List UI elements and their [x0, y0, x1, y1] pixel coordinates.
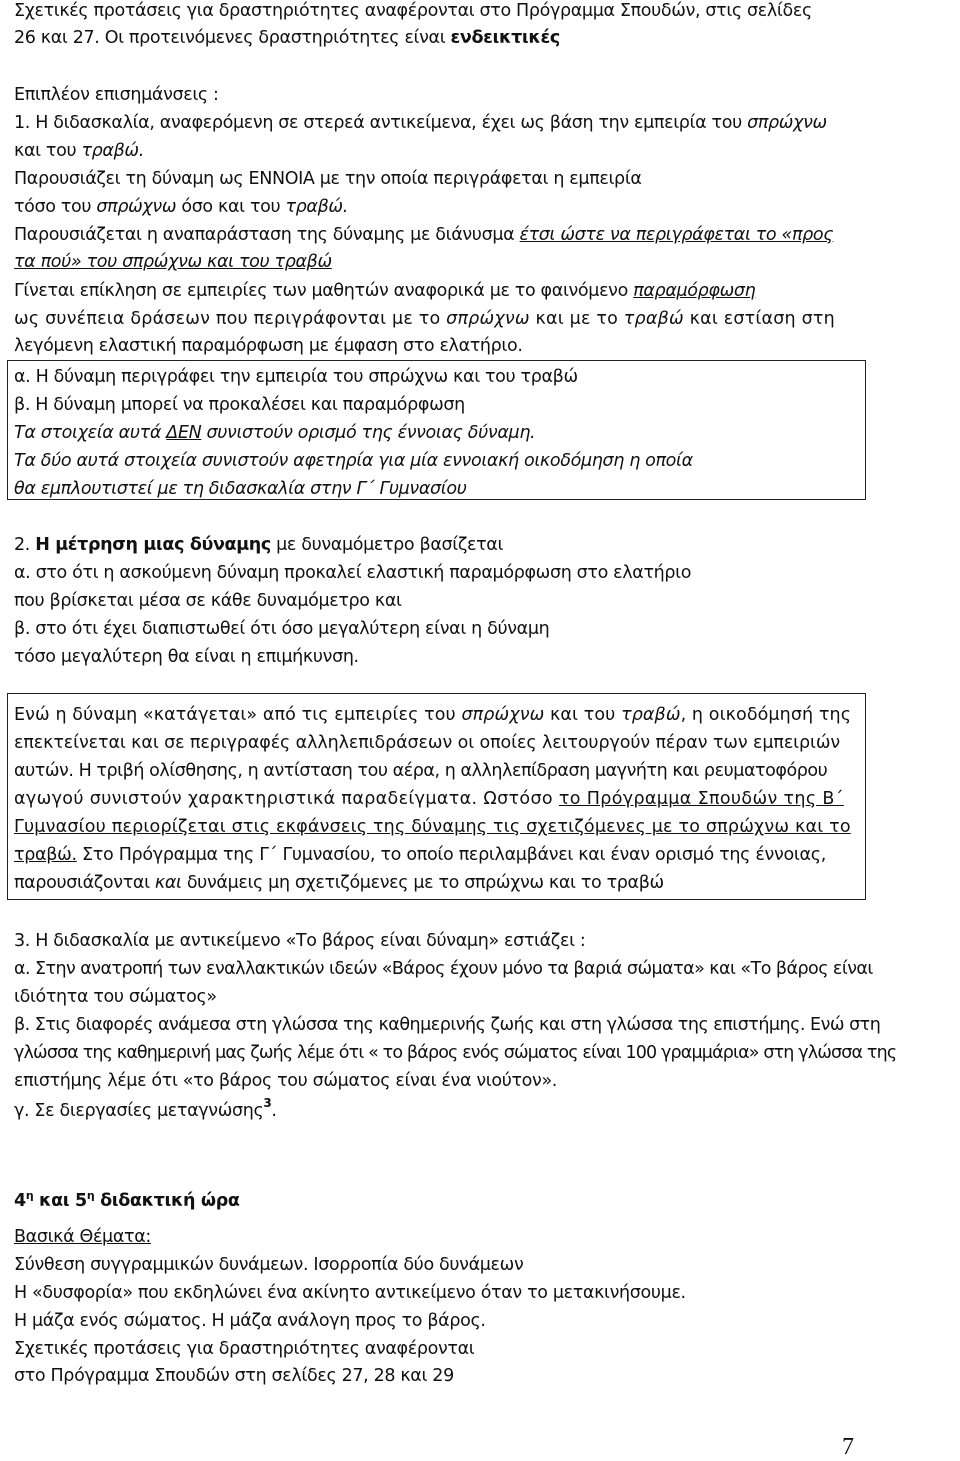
notes-heading: Επιπλέον επισημάνσεις : [14, 85, 219, 105]
note-1-line-8: ως συνέπεια δράσεων που περιγράφονται με το σπρώχνω και με το τραβώ και εστίαση στη [14, 309, 835, 329]
box2-line-5: Γυμνασίου περιορίζεται στις εκφάνσεις της δύναμης τις σχετιζόμενες με το σπρώχνω και το [14, 817, 851, 837]
box2-line-1: Ενώ η δύναμη «κατάγεται» από τις εμπειρίες του σπρώχνω και του τραβώ, η οικοδόμησή της [14, 705, 852, 725]
page-number: 7 [842, 1434, 854, 1460]
point-3-line-3: ιδιότητα του σώματος» [14, 987, 217, 1007]
topic-2: Η «δυσφορία» που εκδηλώνει ένα ακίνητο αντικείμενο όταν το μετακινήσουμε. [14, 1283, 686, 1303]
box2-line-7: παρουσιάζονται και δυνάμεις μη σχετιζόμενες με το σπρώχνω και το τραβώ [14, 873, 664, 893]
box2-line-2: επεκτείνεται και σε περιγραφές αλληλεπιδράσεων οι οποίες λειτουργούν πέραν των εμπειριών [14, 733, 841, 753]
topics-label: Βασικά Θέματα: [14, 1227, 151, 1247]
box1-line-e: θα εμπλουτιστεί με τη διδασκαλία στην Γ΄ Γυμνασίου [14, 479, 467, 499]
intro-line-2: 26 και 27. Οι προτεινόμενες δραστηριότητες είναι ενδεικτικές [14, 28, 560, 48]
box1-item-a: α. Η δύναμη περιγράφει την εμπειρία του σπρώχνω και του τραβώ [14, 367, 578, 387]
point-3-line-1: 3. Η διδασκαλία με αντικείμενο «Το βάρος είναι δύναμη» εστιάζει : [14, 931, 586, 951]
topic-5: στο Πρόγραμμα Σπουδών στη σελίδες 27, 28 και 29 [14, 1366, 454, 1386]
point-2-line-3: που βρίσκεται μέσα σε κάθε δυναμόμετρο και [14, 591, 402, 611]
point-2-line-4: β. στο ότι έχει διαπιστωθεί ότι όσο μεγαλύτερη είναι η δύναμη [14, 619, 550, 639]
note-1-line-9: λεγόμενη ελαστική παραμόρφωση με έμφαση στο ελατήριο. [14, 336, 523, 356]
topic-1: Σύνθεση συγγραμμικών δυνάμεων. Ισορροπία δύο δυνάμεων [14, 1255, 524, 1275]
box1-line-c: Τα στοιχεία αυτά ΔΕΝ συνιστούν ορισμό της έννοιας δύναμη. [14, 423, 536, 443]
point-3-line-6: επιστήμης λέμε ότι «το βάρος του σώματος είναι ένα νιούτον». [14, 1071, 558, 1091]
note-1-line-1: 1. Η διδασκαλία, αναφερόμενη σε στερεά αντικείμενα, έχει ως βάση την εμπειρία του σπρώχνω [14, 113, 827, 133]
footnote-marker: 3 [263, 1096, 272, 1110]
point-3-line-5: γλώσσα της καθημερινή μας ζωής λέμε ότι « το βάρος ενός σώματος είναι 100 γραμμάρια» στη γλώσσα της [14, 1043, 897, 1063]
box1-line-d: Τα δύο αυτά στοιχεία συνιστούν αφετηρία για μία εννοιακή οικοδόμηση η οποία [14, 451, 693, 471]
box2-line-3: αυτών. Η τριβή ολίσθησης, η αντίσταση του αέρα, η αλληλεπίδραση μαγνήτη και ρευματοφόρου [14, 761, 828, 781]
box2-line-6: τραβώ. Στο Πρόγραμμα της Γ΄ Γυμνασίου, το οποίο περιλαμβάνει και έναν ορισμό της έννοιας, [14, 845, 827, 865]
point-3-line-4: β. Στις διαφορές ανάμεσα στη γλώσσα της καθημερινής ζωής και στη γλώσσα της επιστήμης. Ενώ στη [14, 1015, 881, 1035]
note-1-line-2: και του τραβώ. [14, 141, 144, 161]
note-1-line-6: τα πού» του σπρώχνω και του τραβώ [14, 252, 332, 272]
point-2-line-1: 2. Η μέτρηση μιας δύναμης με δυναμόμετρο βασίζεται [14, 535, 504, 555]
point-3-line-2: α. Στην ανατροπή των εναλλακτικών ιδεών «Βάρος έχουν μόνο τα βαριά σώματα» και «Το βάρος είναι [14, 959, 873, 979]
point-2-line-5: τόσο μεγαλύτερη θα είναι η επιμήκυνση. [14, 647, 359, 667]
note-1-line-7: Γίνεται επίκληση σε εμπειρίες των μαθητών αναφορικά με το φαινόμενο παραμόρφωση [14, 281, 756, 301]
section-heading: $4^\eta$ και $5^\eta$ διδακτική ώρα [14, 1189, 240, 1211]
note-1-line-3: Παρουσιάζει τη δύναμη ως ΕΝΝΟΙΑ με την οποία περιγράφεται η εμπειρία [14, 169, 642, 189]
box1-item-b: β. Η δύναμη μπορεί να προκαλέσει και παραμόρφωση [14, 395, 465, 415]
point-2-line-2: α. στο ότι η ασκούμενη δύναμη προκαλεί ελαστική παραμόρφωση στο ελατήριο [14, 563, 692, 583]
indicative-emphasis: ενδεικτικές [450, 28, 560, 48]
topic-3: Η μάζα ενός σώματος. Η μάζα ανάλογη προς το βάρος. [14, 1311, 486, 1331]
topic-4: Σχετικές προτάσεις για δραστηριότητες αναφέρονται [14, 1339, 475, 1359]
box2-line-4: αγωγού συνιστούν χαρακτηριστικά παραδείγματα. Ωστόσο το Πρόγραμμα Σπουδών της Β΄ [14, 789, 844, 809]
note-1-line-4: τόσο του σπρώχνω όσο και του τραβώ. [14, 197, 348, 217]
intro-line-1: Σχετικές προτάσεις για δραστηριότητες αναφέρονται στο Πρόγραμμα Σπουδών, στις σελίδες [14, 1, 812, 21]
point-3-line-7: γ. Σε διεργασίες μεταγνώσης$^3$. [14, 1096, 277, 1121]
note-1-line-5: Παρουσιάζεται η αναπαράσταση της δύναμης με διάνυσμα έτσι ώστε να περιγράφεται το «προς [14, 225, 834, 245]
